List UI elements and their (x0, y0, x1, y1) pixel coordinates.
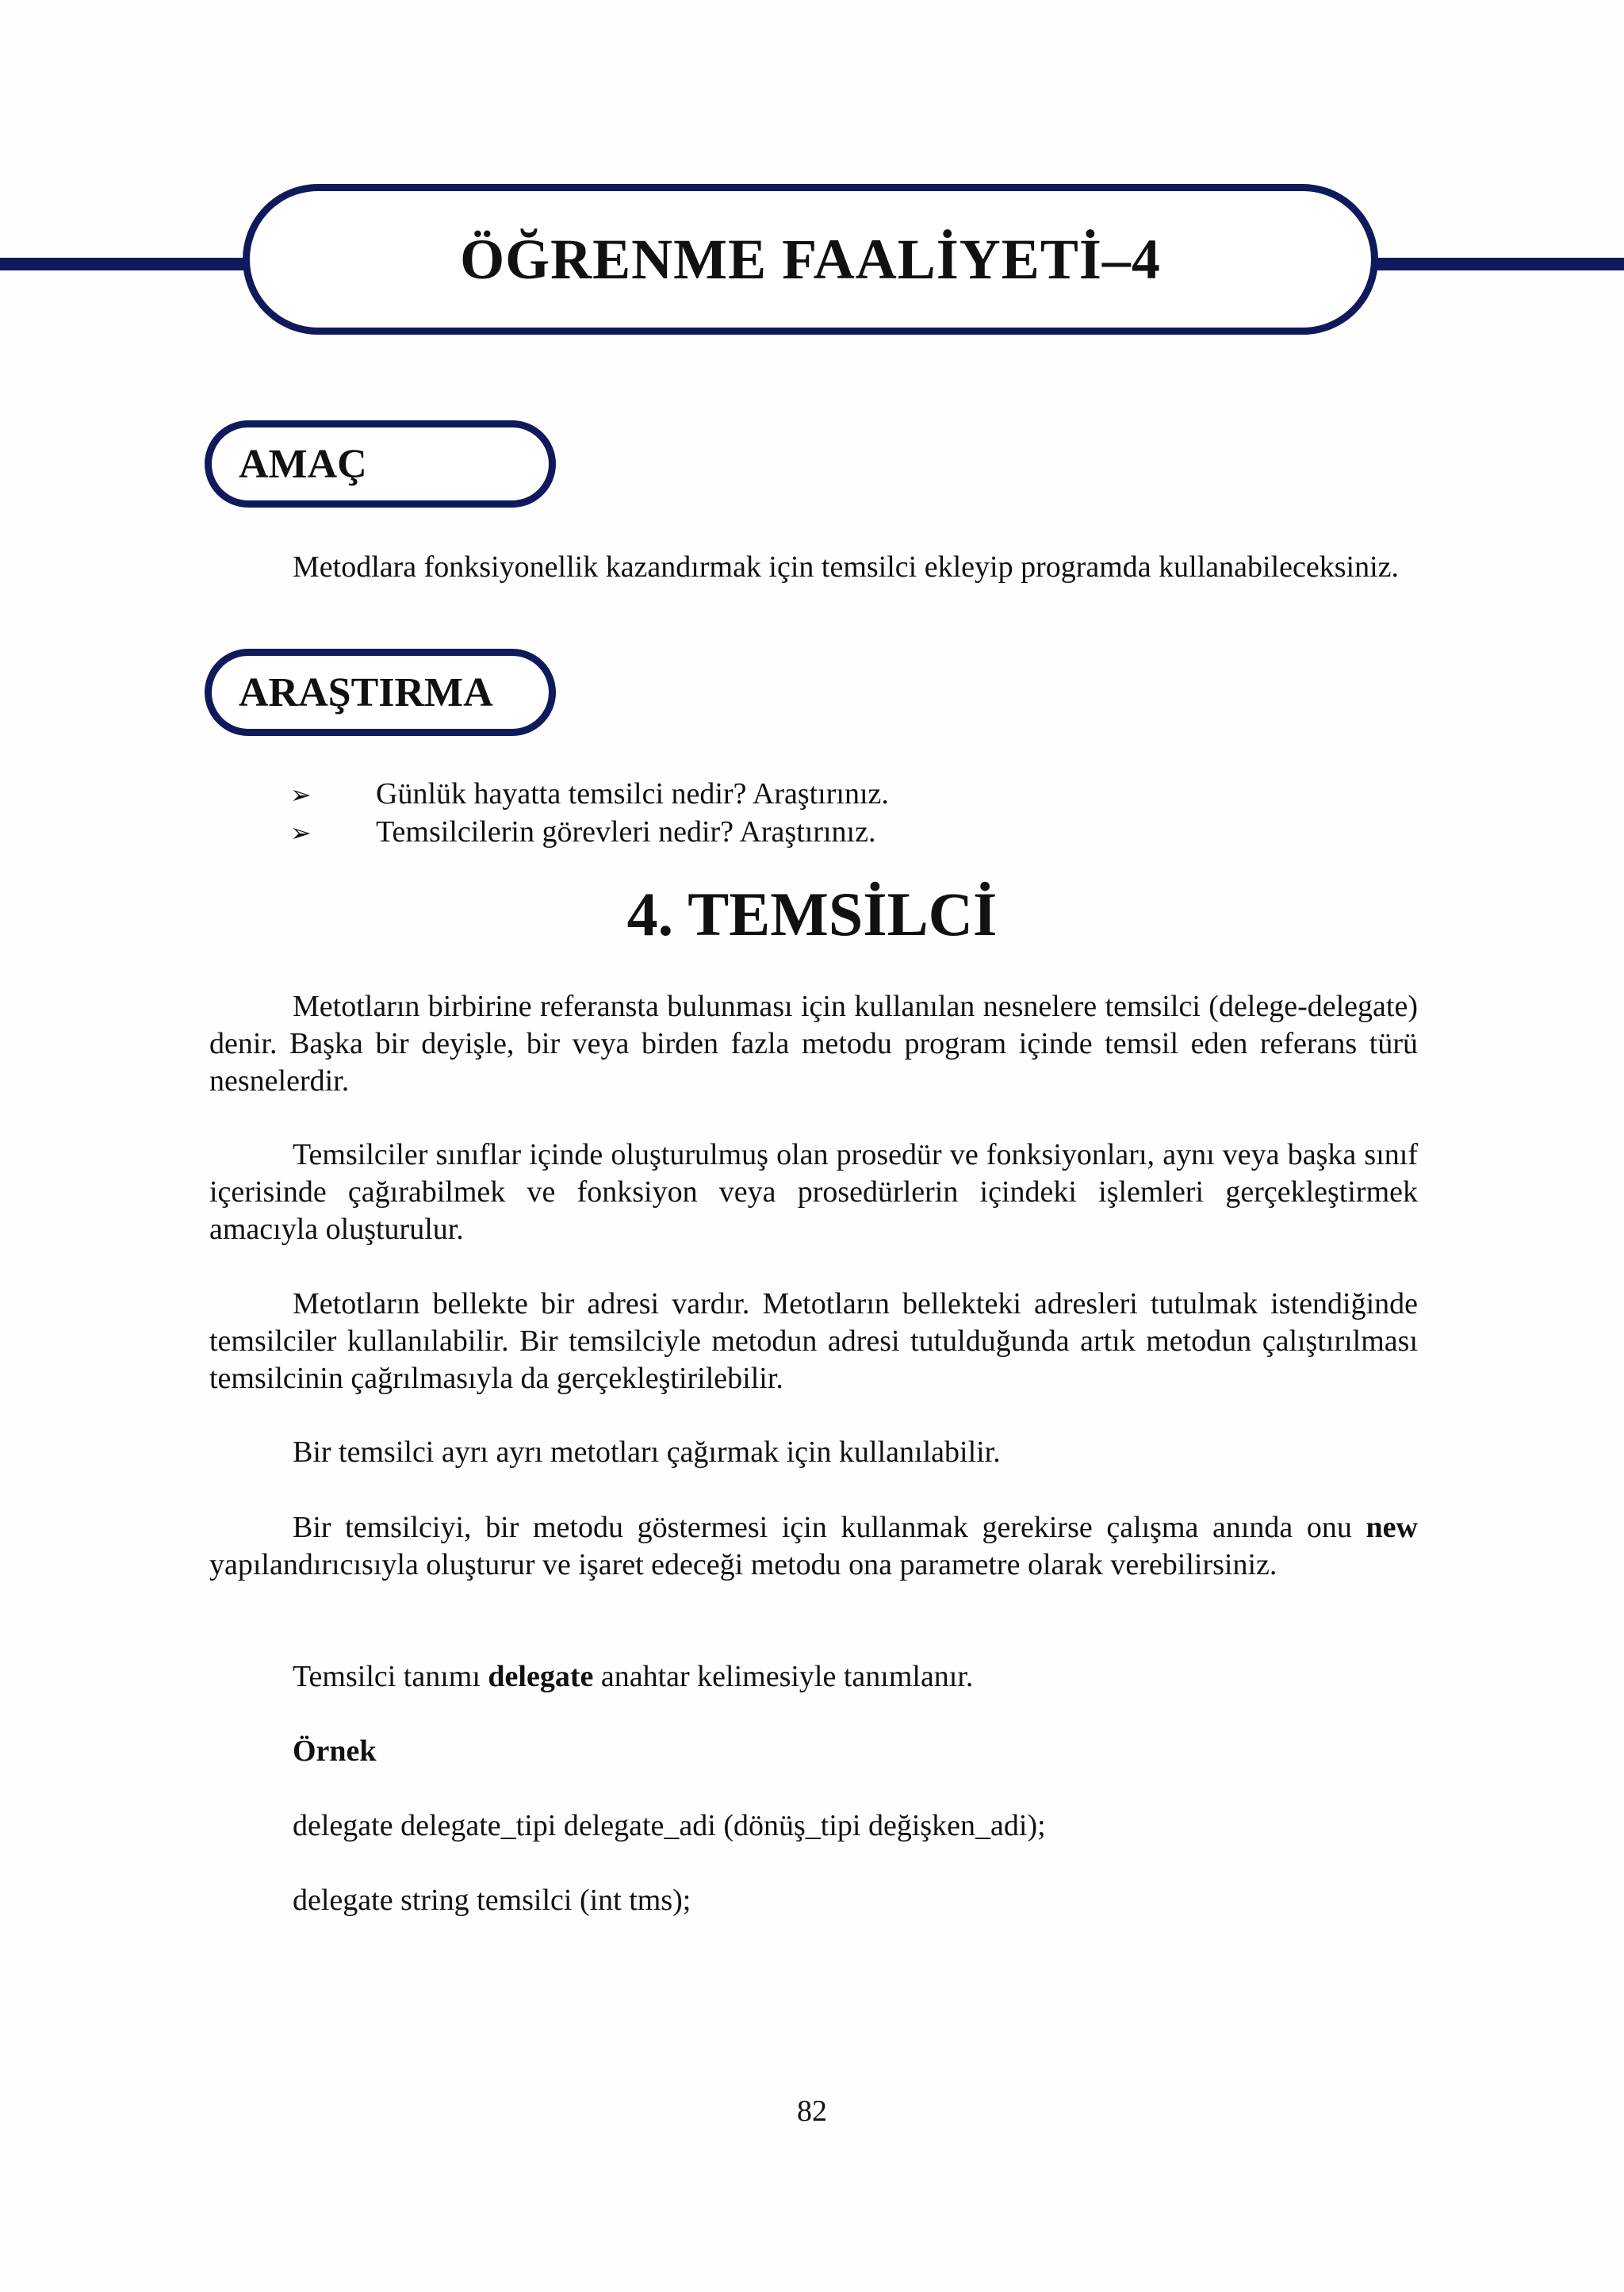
paragraph: Metotların birbirine referansta bulunması için kullanılan nesnelere temsilci (delege-delegate) denir. Başka bir deyişle, bir veya birden fazla metodu program içinde temsil eden referans türü nesnelerdir. (209, 990, 1418, 1098)
amac-text: Metodlara fonksiyonellik kazandırmak için temsilci ekleyip programda kullanabileceksiniz. (293, 550, 1399, 584)
code-line: delegate delegate_tipi delegate_adi (dönüş_tipi değişken_adi); (293, 1809, 1046, 1842)
arastirma-pill (205, 649, 556, 736)
amac-pill (205, 420, 556, 508)
activity-banner (243, 184, 1378, 335)
list-item (290, 776, 889, 814)
line-text: Temsilci tanımı (293, 1660, 488, 1693)
paragraph: Metotların bellekte bir adresi vardır. Metotların bellekteki adresleri tutulmak istendiğinde temsilciler kullanılabilir. Bir temsilciyle metodun adresi tutulduğunda artık metodun çalıştırılması temsilcinin çağrılmasıyla da gerçekleştirilebilir. (209, 1287, 1418, 1395)
paragraph-text: yapılandırıcısıyla oluşturur ve işaret edeceği metodu ona parametre olarak verebilirsiniz. (209, 1548, 1277, 1581)
example-label: Örnek (293, 1734, 377, 1768)
delegate-definition-line (293, 1658, 973, 1696)
paragraph-new-constructor (209, 1509, 1418, 1584)
list-item (290, 814, 889, 852)
amac-label: AMAÇ (239, 441, 367, 487)
code-line: delegate string temsilci (int tms); (293, 1884, 691, 1917)
keyword-new: new (1365, 1511, 1418, 1544)
activity-title: ÖĞRENME FAALİYETİ–4 (460, 227, 1161, 291)
list-item-text: Temsilcilerin görevleri nedir? Araştırınız. (376, 815, 876, 849)
line-text: anahtar kelimesiyle tanımlanır. (593, 1660, 974, 1693)
arastirma-list (290, 776, 889, 852)
paragraph: Temsilciler sınıflar içinde oluşturulmuş olan prosedür ve fonksiyonları, aynı veya başka sınıf içerisinde çağırabilmek ve fonksiyon veya prosedürlerin içindeki işlemleri gerçekleştirmek amacıyla oluşturulur. (209, 1138, 1418, 1246)
banner-rule-right (1375, 258, 1624, 270)
section-heading: 4. TEMSİLCİ (626, 880, 998, 949)
page-number: 82 (797, 2095, 827, 2128)
keyword-delegate: delegate (488, 1660, 594, 1693)
list-item-text: Günlük hayatta temsilci nedir? Araştırınız. (376, 777, 889, 811)
paragraph: Bir temsilci ayrı ayrı metotları çağırmak için kullanılabilir. (293, 1435, 1001, 1469)
arrow-bullet-icon: ➢ (290, 818, 312, 848)
arastirma-label: ARAŞTIRMA (239, 669, 493, 715)
banner-rule-left (0, 258, 250, 270)
arrow-bullet-icon: ➢ (290, 780, 312, 810)
paragraph-text: Bir temsilciyi, bir metodu göstermesi için kullanmak gerekirse çalışma anında onu (293, 1511, 1366, 1544)
